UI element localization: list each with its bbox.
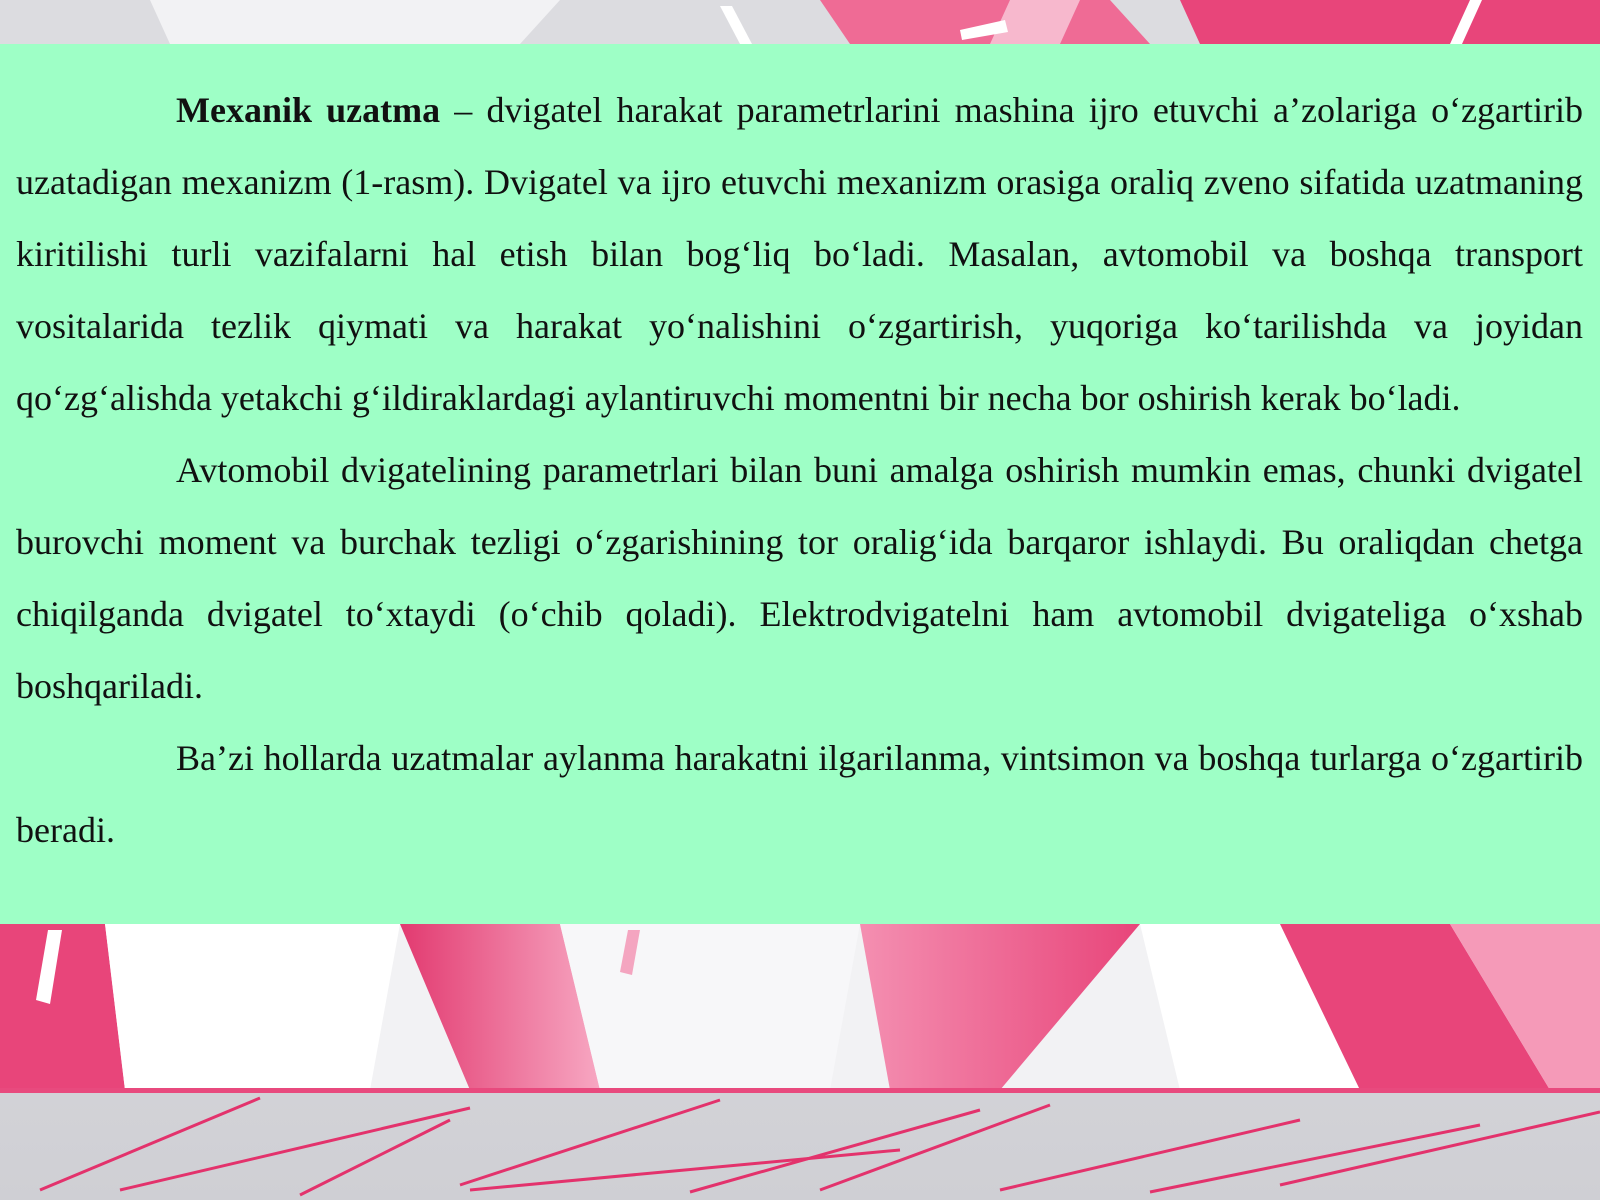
paragraph-3: Ba’zi hollarda uzatmalar aylanma harakatni ilgarilanma, vintsimon va boshqa turlarga o‘zgartirib beradi. [16, 738, 1583, 850]
paragraph-1 [16, 74, 1583, 434]
term-heading: Mexanik uzatma [176, 90, 441, 130]
paragraph-1-body: – dvigatel harakat parametrlarini mashina ijro etuvchi a’zolariga o‘zgartirib uzatadigan mexanizm (1-rasm). Dvigatel va ijro etuvchi mexanizm orasiga oraliq zveno sifatida uzatmaning kiritilishi turli vazifalarni hal etish bilan bog‘liq bo‘ladi. Masalan, avtomobil va boshqa transport vositalarida tezlik qiymati va harakat yo‘nalishini o‘zgartirish, yuqoriga ko‘tarilishda va joyidan qo‘zg‘alishda yetakchi g‘ildiraklardagi aylantiruvchi momentni bir necha bor oshirish kerak bo‘ladi. [16, 90, 1583, 418]
slide-text-panel [0, 44, 1600, 924]
bottom-stripe-band [0, 924, 1600, 1093]
paragraph-2: Avtomobil dvigatelining parametrlari bilan buni amalga oshirish mumkin emas, chunki dvigatel burovchi moment va burchak tezligi o‘zgarishining tor oralig‘ida barqaror ishlaydi. Bu oraliqdan chetga chiqilganda dvigatel to‘xtaydi (o‘chib qoladi). Elektrodvigatelni ham avtomobil dvigateliga o‘xshab boshqariladi. [16, 450, 1583, 706]
top-stripe-band [0, 0, 1600, 44]
